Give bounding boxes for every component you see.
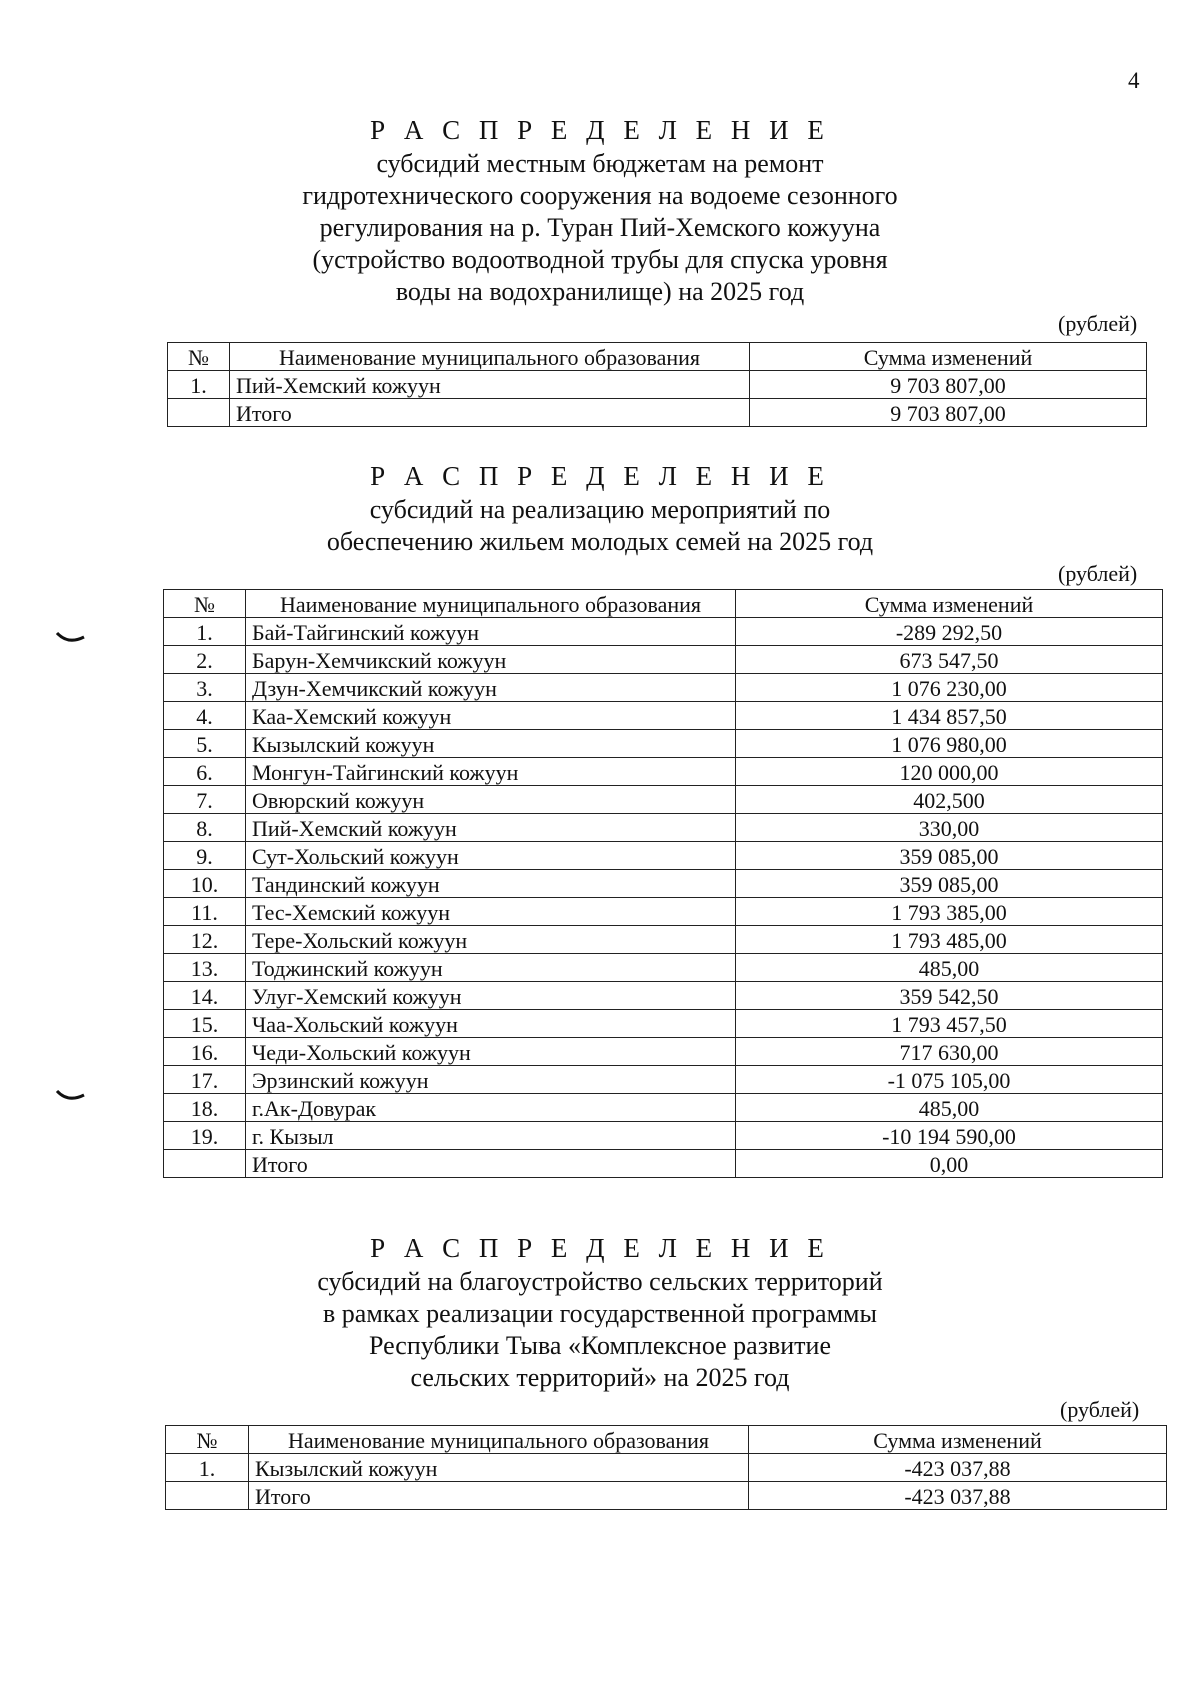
municipality-name: Тере-Хольский кожуун — [246, 926, 736, 954]
municipality-name: Улуг-Хемский кожуун — [246, 982, 736, 1010]
table-row — [164, 954, 1163, 982]
distribution-table-1 — [167, 342, 1147, 427]
section-subtitle — [0, 1266, 1200, 1394]
row-number: 14. — [164, 982, 246, 1010]
subtitle-line: регулирования на р. Туран Пий-Хемского кожууна — [319, 213, 881, 242]
row-number: 10. — [164, 870, 246, 898]
punch-mark-icon — [56, 631, 86, 643]
row-number: 2. — [164, 646, 246, 674]
total-row — [166, 1482, 1167, 1510]
row-number: 1. — [164, 618, 246, 646]
column-header-sum: Сумма изменений — [749, 1426, 1167, 1454]
municipality-name: Монгун-Тайгинский кожуун — [246, 758, 736, 786]
change-amount: 1 076 980,00 — [736, 730, 1163, 758]
change-amount: 485,00 — [736, 954, 1163, 982]
row-number — [166, 1482, 249, 1510]
municipality-name: г.Ак-Довурак — [246, 1094, 736, 1122]
subtitle-line: субсидий на благоустройство сельских территорий — [317, 1267, 883, 1296]
municipality-name: Итого — [230, 399, 750, 427]
unit-label: (рублей) — [1058, 311, 1138, 336]
change-amount: -423 037,88 — [749, 1454, 1167, 1482]
section-subtitle — [0, 148, 1200, 308]
table-row — [164, 926, 1163, 954]
table-row — [164, 814, 1163, 842]
change-amount: 9 703 807,00 — [750, 371, 1147, 399]
table-header-row — [168, 343, 1147, 371]
subtitle-line: (устройство водоотводной трубы для спуска уровня — [312, 245, 888, 274]
change-amount: 9 703 807,00 — [750, 399, 1147, 427]
column-header-sum: Сумма изменений — [750, 343, 1147, 371]
row-number: 16. — [164, 1038, 246, 1066]
municipality-name: Кызылский кожуун — [249, 1454, 749, 1482]
column-header-name: Наименование муниципального образования — [246, 590, 736, 618]
municipality-name: Барун-Хемчикский кожуун — [246, 646, 736, 674]
table-row — [164, 674, 1163, 702]
row-number — [168, 399, 230, 427]
column-header-number: № — [168, 343, 230, 371]
section-3-header — [0, 1232, 1200, 1394]
municipality-name: Кызылский кожуун — [246, 730, 736, 758]
table-row — [166, 1454, 1167, 1482]
change-amount: 717 630,00 — [736, 1038, 1163, 1066]
row-number: 12. — [164, 926, 246, 954]
row-number: 3. — [164, 674, 246, 702]
change-amount: 485,00 — [736, 1094, 1163, 1122]
table-row — [164, 842, 1163, 870]
total-row — [164, 1150, 1163, 1178]
row-number: 17. — [164, 1066, 246, 1094]
municipality-name: Итого — [246, 1150, 736, 1178]
section-1-header — [0, 114, 1200, 308]
municipality-name: Дзун-Хемчикский кожуун — [246, 674, 736, 702]
row-number: 7. — [164, 786, 246, 814]
page-number: 4 — [1128, 68, 1140, 93]
subtitle-line: гидротехнического сооружения на водоеме сезонного — [302, 181, 898, 210]
table-row — [164, 1094, 1163, 1122]
subtitle-line: субсидий местным бюджетам на ремонт — [376, 149, 824, 178]
subtitle-line: в рамках реализации государственной программы — [323, 1299, 877, 1328]
change-amount: -1 075 105,00 — [736, 1066, 1163, 1094]
change-amount: 1 793 385,00 — [736, 898, 1163, 926]
unit-label: (рублей) — [1060, 1397, 1140, 1422]
change-amount: 359 085,00 — [736, 842, 1163, 870]
distribution-table-3 — [165, 1425, 1167, 1510]
subtitle-line: обеспечению жильем молодых семей на 2025 год — [326, 527, 874, 556]
punch-mark-icon — [56, 1089, 86, 1101]
change-amount: 402,500 — [736, 786, 1163, 814]
municipality-name: Чаа-Хольский кожуун — [246, 1010, 736, 1038]
municipality-name: Итого — [249, 1482, 749, 1510]
row-number: 8. — [164, 814, 246, 842]
subtitle-line: сельских территорий» на 2025 год — [410, 1363, 790, 1392]
section-heading: Р А С П Р Е Д Е Л Е Н И Е — [370, 115, 830, 145]
section-heading: Р А С П Р Е Д Е Л Е Н И Е — [370, 461, 830, 491]
table-row — [164, 1066, 1163, 1094]
column-header-number: № — [166, 1426, 249, 1454]
subtitle-line: воды на водохранилище) на 2025 год — [395, 277, 805, 306]
row-number: 5. — [164, 730, 246, 758]
subtitle-line: субсидий на реализацию мероприятий по — [369, 495, 831, 524]
row-number: 18. — [164, 1094, 246, 1122]
municipality-name: г. Кызыл — [246, 1122, 736, 1150]
row-number: 1. — [166, 1454, 249, 1482]
section-2-header — [0, 460, 1200, 558]
table-row — [164, 898, 1163, 926]
row-number: 6. — [164, 758, 246, 786]
subtitle-line: Республики Тыва «Комплексное развитие — [368, 1331, 831, 1360]
municipality-name: Каа-Хемский кожуун — [246, 702, 736, 730]
municipality-name: Тандинский кожуун — [246, 870, 736, 898]
column-header-sum: Сумма изменений — [736, 590, 1163, 618]
table-row — [164, 1010, 1163, 1038]
table-body — [164, 618, 1163, 1178]
column-header-number: № — [164, 590, 246, 618]
table-body — [168, 371, 1147, 427]
municipality-name: Бай-Тайгинский кожуун — [246, 618, 736, 646]
section-subtitle — [0, 494, 1200, 558]
table-row — [164, 646, 1163, 674]
municipality-name: Чеди-Хольский кожуун — [246, 1038, 736, 1066]
row-number: 19. — [164, 1122, 246, 1150]
change-amount: 330,00 — [736, 814, 1163, 842]
total-row — [168, 399, 1147, 427]
column-header-name: Наименование муниципального образования — [249, 1426, 749, 1454]
row-number: 15. — [164, 1010, 246, 1038]
change-amount: -423 037,88 — [749, 1482, 1167, 1510]
table-row — [164, 1122, 1163, 1150]
change-amount: 359 085,00 — [736, 870, 1163, 898]
row-number: 11. — [164, 898, 246, 926]
table-row — [164, 730, 1163, 758]
table-row — [164, 618, 1163, 646]
section-heading: Р А С П Р Е Д Е Л Е Н И Е — [370, 1233, 830, 1263]
table-row — [164, 758, 1163, 786]
row-number — [164, 1150, 246, 1178]
table-row — [164, 786, 1163, 814]
table-body — [166, 1454, 1167, 1510]
change-amount: 1 793 485,00 — [736, 926, 1163, 954]
change-amount: 359 542,50 — [736, 982, 1163, 1010]
table-row — [164, 870, 1163, 898]
municipality-name: Пий-Хемский кожуун — [230, 371, 750, 399]
row-number: 9. — [164, 842, 246, 870]
change-amount: 0,00 — [736, 1150, 1163, 1178]
municipality-name: Тоджинский кожуун — [246, 954, 736, 982]
municipality-name: Тес-Хемский кожуун — [246, 898, 736, 926]
change-amount: 673 547,50 — [736, 646, 1163, 674]
change-amount: 120 000,00 — [736, 758, 1163, 786]
table-row — [168, 371, 1147, 399]
row-number: 1. — [168, 371, 230, 399]
municipality-name: Пий-Хемский кожуун — [246, 814, 736, 842]
municipality-name: Эрзинский кожуун — [246, 1066, 736, 1094]
change-amount: 1 076 230,00 — [736, 674, 1163, 702]
change-amount: -10 194 590,00 — [736, 1122, 1163, 1150]
table-row — [164, 1038, 1163, 1066]
row-number: 13. — [164, 954, 246, 982]
column-header-name: Наименование муниципального образования — [230, 343, 750, 371]
table-header-row — [166, 1426, 1167, 1454]
change-amount: 1 434 857,50 — [736, 702, 1163, 730]
table-row — [164, 982, 1163, 1010]
distribution-table-2 — [163, 589, 1163, 1178]
table-header-row — [164, 590, 1163, 618]
row-number: 4. — [164, 702, 246, 730]
municipality-name: Овюрский кожуун — [246, 786, 736, 814]
unit-label: (рублей) — [1058, 561, 1138, 586]
change-amount: -289 292,50 — [736, 618, 1163, 646]
municipality-name: Сут-Хольский кожуун — [246, 842, 736, 870]
change-amount: 1 793 457,50 — [736, 1010, 1163, 1038]
table-row — [164, 702, 1163, 730]
